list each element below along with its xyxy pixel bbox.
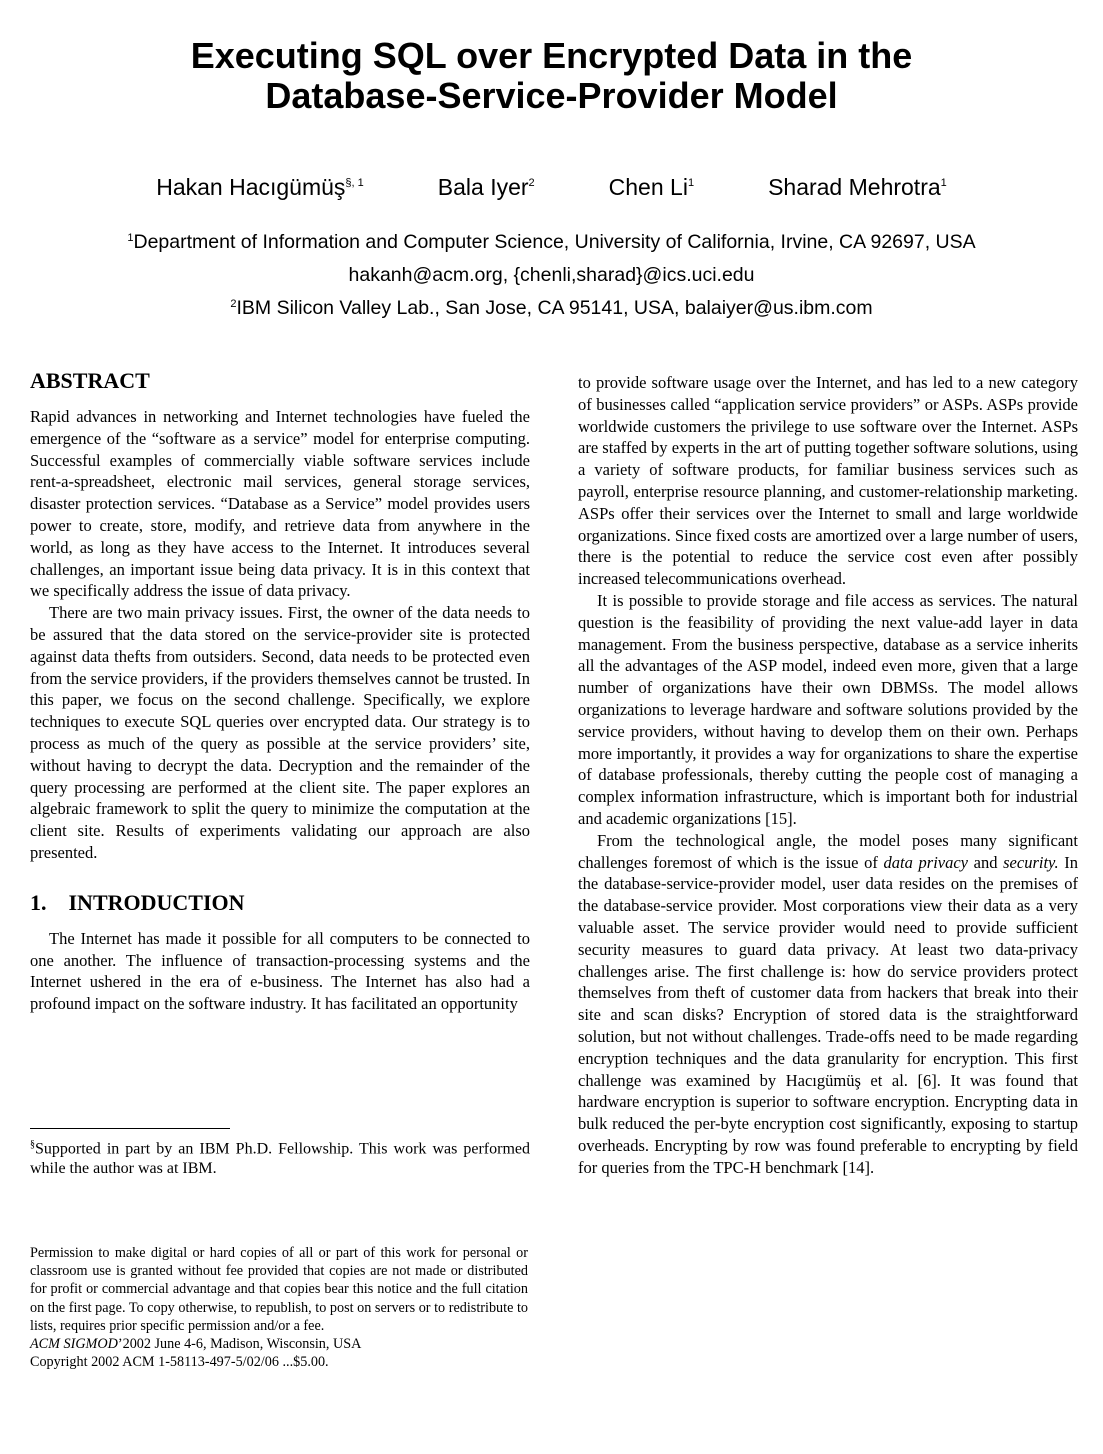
body-paragraph: From the technological angle, the model poses many significant challenges foremost of which is the issue of data privacy and security. In the database-service-provider model, user data resides on the premises of the database-service provider. Most corporations view their data as a very valuable asset. The service provider would need to provide sufficient security measures to guard data privacy. At least two data-privacy challenges arise. The first challenge is: how do service providers protect themselves from theft of customer data from hackers that break into their site and scan disks? Encryption of stored data is the straightforward solution, but not without challenges. Trade-offs need to be made regarding encryption techniques and the data granularity for encryption. This first challenge was examined by Hacıgümüş et al. [6]. It was found that hardware encryption is superior to software encryption. Encrypting data in bulk reduced the per-byte encryption cost significantly, exposing to startup overheads. Encrypting by row was found preferable to encrypting by field for queries from the TPC-H benchmark [14]. [578, 830, 1078, 1177]
author-list [0, 174, 1103, 201]
author-emails: hakanh@acm.org, {chenli,sharad}@ics.uci.edu [348, 264, 755, 286]
permission-notice [30, 1244, 528, 1371]
permission-text: Permission to make digital or hard copies of all or part of this work for personal or classroom use is granted without fee provided that copies are not made or distributed for profit or commercial advantage and that copies bear this notice and the full citation on the first page. To copy otherwise, to republish, to post on servers or to redistribute to lists, requires prior specific permission and/or a fee. [30, 1245, 528, 1334]
footnote: §Supported in part by an IBM Ph.D. Fellowship. This work was performed while the author was at IBM. [30, 1139, 530, 1178]
copyright-line: Copyright 2002 ACM 1-58113-497-5/02/06 ...$5.00. [30, 1354, 329, 1371]
author: Bala Iyer$^2$ [437, 174, 535, 200]
abstract-paragraph: There are two main privacy issues. First, the owner of the data needs to be assured that the data stored on the service-provider site is protected against data thefts from outsiders. Second, data needs to be protected even from the service providers, if the providers themselves cannot be trusted. In this paper, we focus on the second challenge. Specifically, we explore techniques to execute SQL queries over encrypted data. Our strategy is to process as much of the query as possible at the service providers’ site, without having to decrypt the data. Decryption and the remainder of the query processing are performed at the client site. The paper explores an algebraic framework to split the query to minimize the computation at the client site. Results of experiments validating our approach are also presented. [30, 603, 530, 862]
author: Chen Li$^1$ [608, 174, 695, 200]
paper-title [0, 36, 1103, 116]
affiliation-2: $^2$IBM Silicon Valley Lab., San Jose, CA 95141, USA, balaiyer@us.ibm.com [230, 297, 873, 319]
title-line-1: Executing SQL over Encrypted Data in the [190, 35, 913, 76]
introduction-heading: 1. INTRODUCTION [30, 889, 245, 915]
right-column [578, 372, 1078, 1178]
intro-paragraph: The Internet has made it possible for all computers to be connected to one another. The influence of transaction-processing systems and the Internet ushered in the era of e-business. The Internet has also had a profound impact on the software industry. It has facilitated an opportunity [30, 928, 530, 1014]
body-paragraph: It is possible to provide storage and file access as services. The natural question is the feasibility of providing the next value-add layer in data management. From the business perspective, database as a service inherits all the advantages of the ASP model, indeed even more, given that a large number of organizations have their own DBMSs. The model allows organizations to leverage hardware and software solutions provided by the service providers, without having to develop them on their own. Perhaps more importantly, it provides a way for organizations to share the expertise of database professionals, thereby cutting the people cost of managing a complex information infrastructure, which is important both for industrial and academic organizations [15]. [578, 590, 1078, 828]
abstract-paragraph: Rapid advances in networking and Internet technologies have fueled the emergence of the “software as a service” model for enterprise computing. Successful examples of commercially viable software services include rent-a-spreadsheet, electronic mail services, general storage services, disaster protection services. “Database as a Service” model provides users power to create, store, modify, and retrieve data from anywhere in the world, as long as they have access to the Internet. It introduces several challenges, an important issue being data privacy. It is in this context that we specifically address the issue of data privacy. [30, 407, 530, 601]
conference-venue: ACM SIGMOD’2002 June 4-6, Madison, Wisconsin, USA [30, 1336, 362, 1353]
abstract-heading: ABSTRACT [30, 368, 150, 393]
body-paragraph: to provide software usage over the Internet, and has led to a new category of businesses called “application service providers” or ASPs. ASPs provide worldwide customers the privilege to use software over the Internet. ASPs are staffed by experts in the art of putting together software solutions, using a variety of software products, for familiar business services such as payroll, enterprise resource planning, and customer-relationship marketing. ASPs offer their services over the Internet to small and large worldwide organizations. Since fixed costs are amortized over a large number of users, there is the potential to reduce the service cost even after possibly increased telecommunications overhead. [578, 373, 1078, 589]
title-line-2: Database-Service-Provider Model [265, 75, 838, 116]
author: Hakan Hacıgümüş$^{\S, 1}$ [156, 174, 364, 200]
author: Sharad Mehrotra$^1$ [768, 174, 947, 200]
affiliation-1: $^1$Department of Information and Computer Science, University of California, Irvine, CA 92697, USA [127, 231, 976, 253]
left-column [30, 368, 530, 1015]
footnote-divider [30, 1128, 230, 1129]
